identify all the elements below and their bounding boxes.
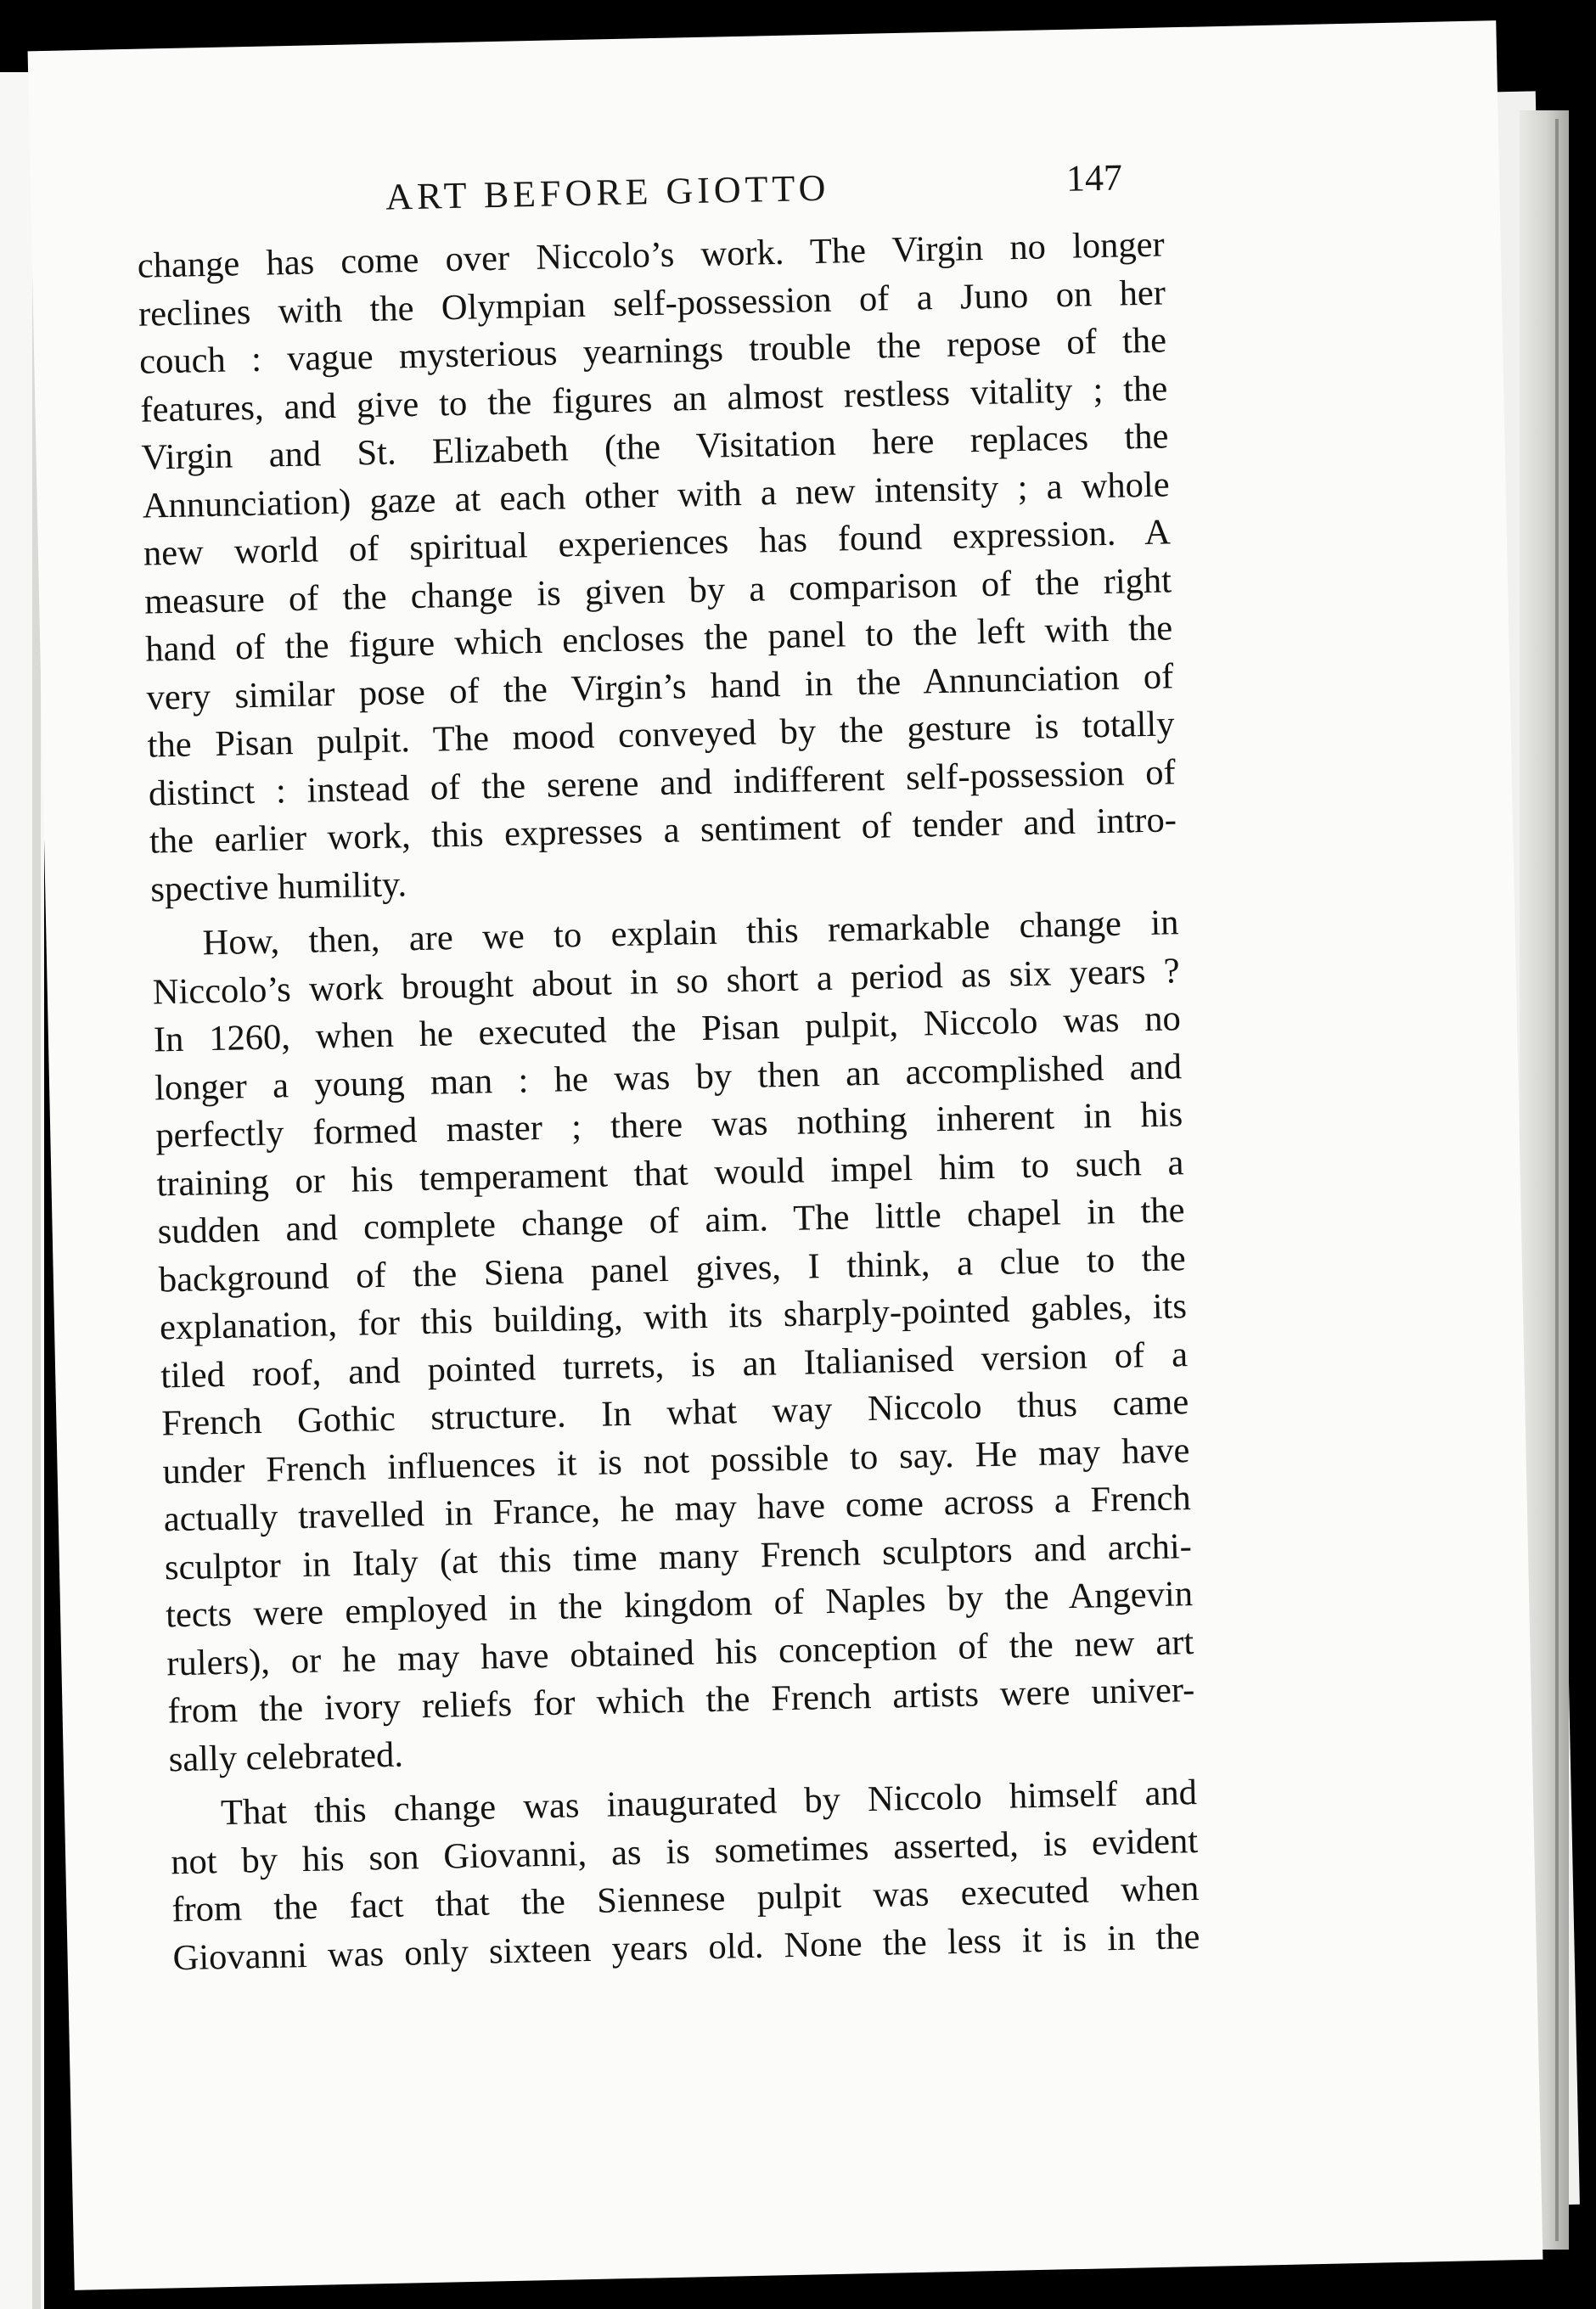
text-line: That this change was inaugurated by Niccolo himself and — [220, 1772, 1198, 1834]
text-line: features, and give to the figures an almost restless vitality ; the — [139, 368, 1168, 430]
text-line: Virgin and St. Elizabeth (the Visitation here replaces the — [141, 416, 1169, 478]
text-line: spective humility. — [149, 863, 407, 910]
text-line: measure of the change is given by a comparison of the right — [143, 559, 1172, 622]
paragraph-3 — [170, 1769, 1200, 1982]
text-line: not by his son Giovanni, as is sometimes asserted, is evident — [170, 1820, 1199, 1882]
text-line: Annunciation) gaze at each other with a new intensity ; a whole — [142, 463, 1171, 526]
running-head: ART BEFORE GIOTTO — [385, 166, 830, 218]
text-line: perfectly formed master ; there was nothing inherent in his — [155, 1094, 1183, 1156]
text-line: couch : vague mysterious yearnings trouble the repose of the — [138, 320, 1167, 382]
text-line: background of the Siena panel gives, I think, a clue to the — [158, 1238, 1187, 1300]
paragraph-1 — [137, 221, 1177, 913]
text-line: sculptor in Italy (at this time many French sculptors and archi- — [164, 1525, 1193, 1587]
text-line: the Pisan pulpit. The mood conveyed by the gesture is totally — [147, 704, 1175, 766]
text-line: tiled roof, and pointed turrets, is an Italianised version of a — [160, 1334, 1189, 1396]
text-line: tects were employed in the kingdom of Naples by the Angevin — [165, 1574, 1194, 1636]
page-stack-shadow — [1555, 119, 1559, 2241]
page-number: 147 — [1065, 156, 1123, 199]
text-line: under French influences it is not possible to say. He may have — [162, 1430, 1190, 1492]
paragraph-2 — [151, 899, 1196, 1784]
text-line: explanation, for this building, with its sharply-pointed gables, its — [159, 1286, 1188, 1348]
text-line: new world of spiritual experiences has found expression. A — [143, 512, 1172, 574]
text-line: from the fact that the Siennese pulpit was executed when — [171, 1868, 1200, 1930]
text-line: How, then, are we to explain this remarkable change in — [202, 902, 1179, 963]
body-text — [137, 221, 1200, 1982]
text-line: sudden and complete change of aim. The little chapel in the — [157, 1190, 1185, 1252]
text-line: French Gothic structure. In what way Niccolo thus came — [160, 1382, 1189, 1444]
text-line: sally celebrated. — [168, 1734, 404, 1779]
text-line: distinct : instead of the serene and indifferent self-possession of — [148, 751, 1177, 814]
text-line: In 1260, when he executed the Pisan pulpit, Niccolo was no — [153, 998, 1182, 1060]
text-line: change has come over Niccolo’s work. The Virgin no longer — [137, 224, 1166, 286]
text-line: very similar pose of the Virgin’s hand in the Annunciation of — [146, 655, 1174, 718]
text-line: from the ivory reliefs for which the French artists were univer- — [167, 1670, 1195, 1732]
text-line: training or his temperament that would impel him to such a — [156, 1142, 1184, 1205]
text-line: longer a young man : he was by then an accomplished and — [154, 1046, 1183, 1109]
text-line: the earlier work, this expresses a sentiment of tender and intro- — [149, 800, 1177, 862]
text-line: reclines with the Olympian self-possession of a Juno on her — [138, 272, 1166, 334]
text-line: Niccolo’s work brought about in so short a period as six years ? — [152, 950, 1181, 1013]
book-page — [28, 20, 1543, 2290]
text-line: Giovanni was only sixteen years old. None the less it is in the — [172, 1916, 1200, 1978]
text-line: hand of the figure which encloses the panel to the left with the — [144, 608, 1173, 670]
text-line: actually travelled in France, he may have come across a French — [163, 1478, 1192, 1540]
text-line: rulers), or he may have obtained his conception of the new art — [166, 1621, 1194, 1683]
